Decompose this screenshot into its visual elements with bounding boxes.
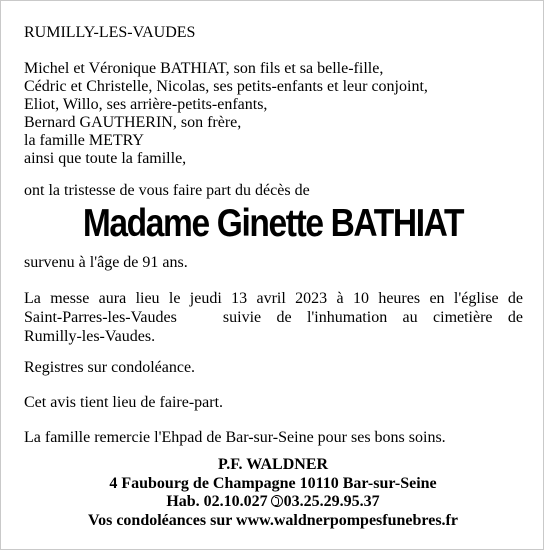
family-line: la famille METRY bbox=[24, 132, 144, 150]
announcement-text: ont la tristesse de vous faire part du décès de bbox=[24, 182, 310, 199]
family-line: Cédric et Christelle, Nicolas, ses petits-enfants et leur conjoint, bbox=[24, 78, 428, 96]
family-line: ainsi que toute la famille, bbox=[24, 150, 187, 168]
mass-paragraph bbox=[24, 289, 523, 346]
family-line: Eliot, Willo, ses arrière-petits-enfants, bbox=[24, 96, 268, 114]
family-line: Michel et Véronique BATHIAT, son fils et sa belle-fille, bbox=[24, 60, 384, 77]
hab-number: Hab. 02.10.027 bbox=[166, 493, 268, 510]
thanks-text: La famille remercie l'Ehpad de Bar-sur-Seine pour ses bons soins. bbox=[24, 429, 446, 446]
family-list bbox=[24, 60, 428, 169]
family-line: Bernard GAUTHERIN, son frère, bbox=[24, 114, 242, 132]
notice-text: Cet avis tient lieu de faire-part. bbox=[24, 394, 224, 411]
mass-line: La messe aura lieu le jeudi 13 avril 2023 à 10 heures en l'église de bbox=[24, 290, 523, 307]
phone-icon bbox=[271, 495, 283, 507]
company-address: 4 Faubourg de Champagne 10110 Bar-sur-Seine bbox=[109, 474, 437, 492]
contact-line bbox=[1, 493, 544, 512]
phone-number: 03.25.29.95.37 bbox=[283, 493, 380, 510]
town-heading: RUMILLY-LES-VAUDES bbox=[24, 24, 196, 41]
website-line: Vos condoléances sur www.waldnerpompesfunebres.fr bbox=[88, 511, 458, 529]
deceased-name: Madame Ginette BATHIAT bbox=[82, 202, 464, 245]
age-text: survenu à l'âge de 91 ans. bbox=[24, 254, 188, 271]
registers-text: Registres sur condoléance. bbox=[24, 359, 196, 376]
company-name: P.F. WALDNER bbox=[217, 456, 329, 473]
mass-line: Rumilly-les-Vaudes. bbox=[24, 328, 156, 345]
mass-line: Saint-Parres-les-Vaudes suivie de l'inhumation au cimetière de bbox=[24, 309, 523, 326]
funeral-home-footer bbox=[1, 456, 544, 530]
